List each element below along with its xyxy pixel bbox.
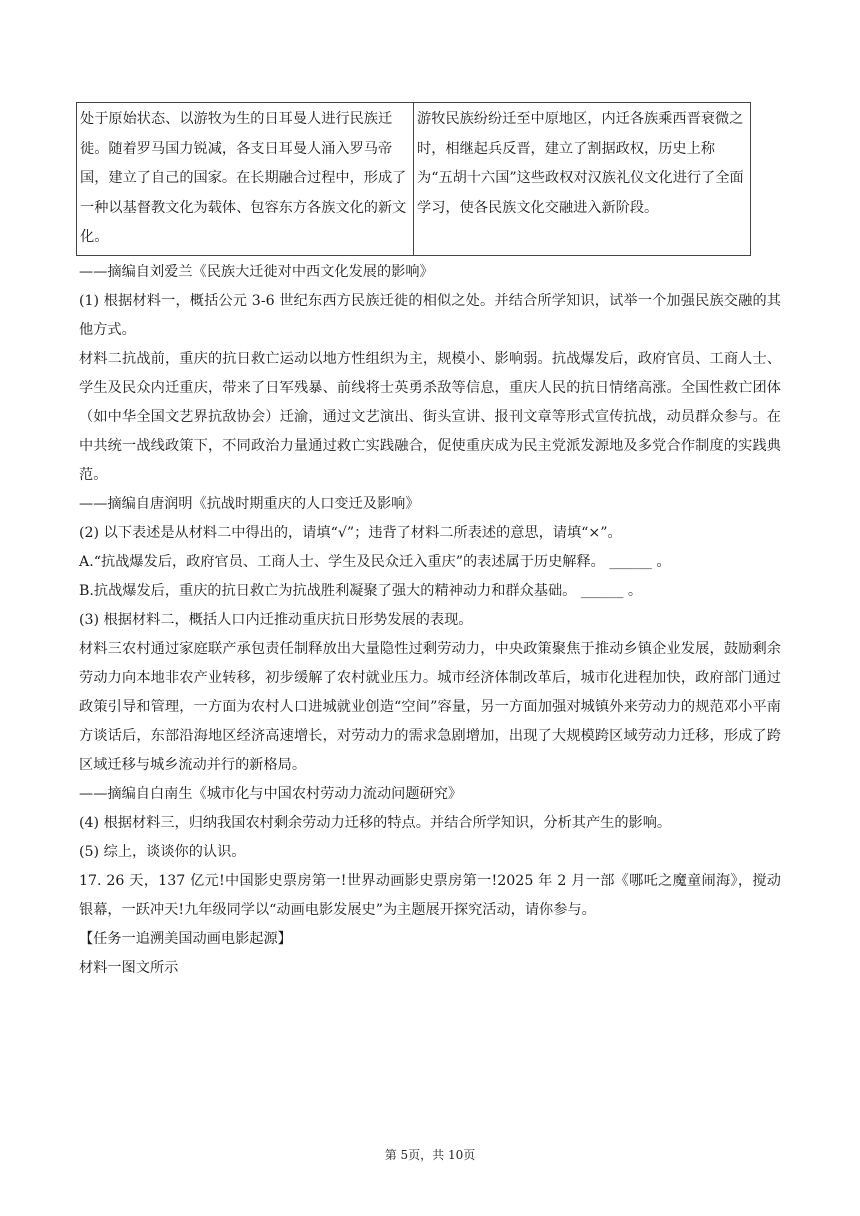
question-2: (2) 以下表述是从材料二中得出的，请填“√”；违背了材料二所表述的意思，请填“×”。 [79, 525, 622, 541]
material-two: 材料二抗战前，重庆的抗日救亡运动以地方性组织为主，规模小、影响弱。抗战爆发后，政府官员、工商人士、学生及民众内迁重庆，带来了日军残暴、前线将士英勇杀敌等信息，重庆人民的抗日情绪高涨。全国性救亡团体（如中华全国文艺界抗敌协会）迁渝，通过文艺演出、街头宣讲、报刊文章等形式宣传抗战，动员群众参与。在中共统一战线政策下，不同政治力量通过救亡实践融合，促使重庆成为民主党派发源地及多党合作制度的实践典范。 [79, 351, 781, 483]
question-1: (1) 根据材料一，概括公元 3-6 世纪东西方民族迁徙的相似之处。并结合所学知识，试举一个加强民族交融的其他方式。 [79, 293, 781, 338]
task-one-heading: 【任务一追溯美国动画电影起源】 [79, 931, 292, 947]
source-citation: ——摘编自刘爱兰《民族大迁徙对中西文化发展的影响》 [79, 264, 434, 280]
question-17-intro: 17. 26 天，137 亿元!中国影史票房第一!世界动画影史票房第一!2025 年 2 月一部《哪吒之魔童闹海》，搅动银幕，一跃冲天!九年级同学以“动画电影发展史”为主题展开探究活动，请你参与。 [79, 873, 781, 918]
question-3: (3) 根据材料二，概括人口内迁推动重庆抗日形势发展的表现。 [79, 612, 473, 628]
page-footer: 第 5页，共 10页 [384, 1148, 476, 1162]
table-cell-east: 游牧民族纷纷迁至中原地区，内迁各族乘西晋衰微之时，相继起兵反晋，建立了割据政权，历史上称为“五胡十六国”这些政权对汉族礼仪文化进行了全面学习，使各民族文化交融进入新阶段。 [414, 103, 751, 256]
question-5: (5) 综上，谈谈你的认识。 [79, 844, 246, 860]
source-citation: ——摘编自白南生《城市化与中国农村劳动力流动问题研究》 [79, 786, 463, 802]
material-one-table [76, 102, 751, 256]
table-cell-west: 处于原始状态、以游牧为生的日耳曼人进行民族迁徙。随着罗马国力锐减，各支日耳曼人涌入罗马帝国，建立了自己的国家。在长期融合过程中，形成了一种以基督教文化为载体、包容东方各族文化的新文化。 [77, 103, 414, 256]
table-row [77, 103, 751, 256]
material-one-caption: 材料一图文所示 [79, 960, 179, 976]
question-2-item-a: A.“抗战爆发后，政府官员、工商人士、学生及民众迁入重庆”的表述属于历史解释。 ______ 。 [79, 554, 671, 570]
source-citation: ——摘编自唐润明《抗战时期重庆的人口变迁及影响》 [79, 496, 420, 512]
question-4: (4) 根据材料三，归纳我国农村剩余劳动力迁移的特点。并结合所学知识，分析其产生的影响。 [79, 815, 672, 831]
document-body [79, 258, 781, 983]
question-2-item-b: B.抗战爆发后，重庆的抗日救亡为抗战胜利凝聚了强大的精神动力和群众基础。 ______ 。 [79, 583, 643, 599]
material-three: 材料三农村通过家庭联产承包责任制释放出大量隐性过剩劳动力，中央政策聚焦于推动乡镇企业发展，鼓励剩余劳动力向本地非农产业转移，初步缓解了农村就业压力。城市经济体制改革后，城市化进程加快，政府部门通过政策引导和管理，一方面为农村人口进城就业创造“空间”容量，另一方面加强对城镇外来劳动力的规范邓小平南方谈话后，东部沿海地区经济高速增长，对劳动力的需求急剧增加，出现了大规模跨区域劳动力迁移，形成了跨区域迁移与城乡流动并行的新格局。 [79, 641, 781, 773]
